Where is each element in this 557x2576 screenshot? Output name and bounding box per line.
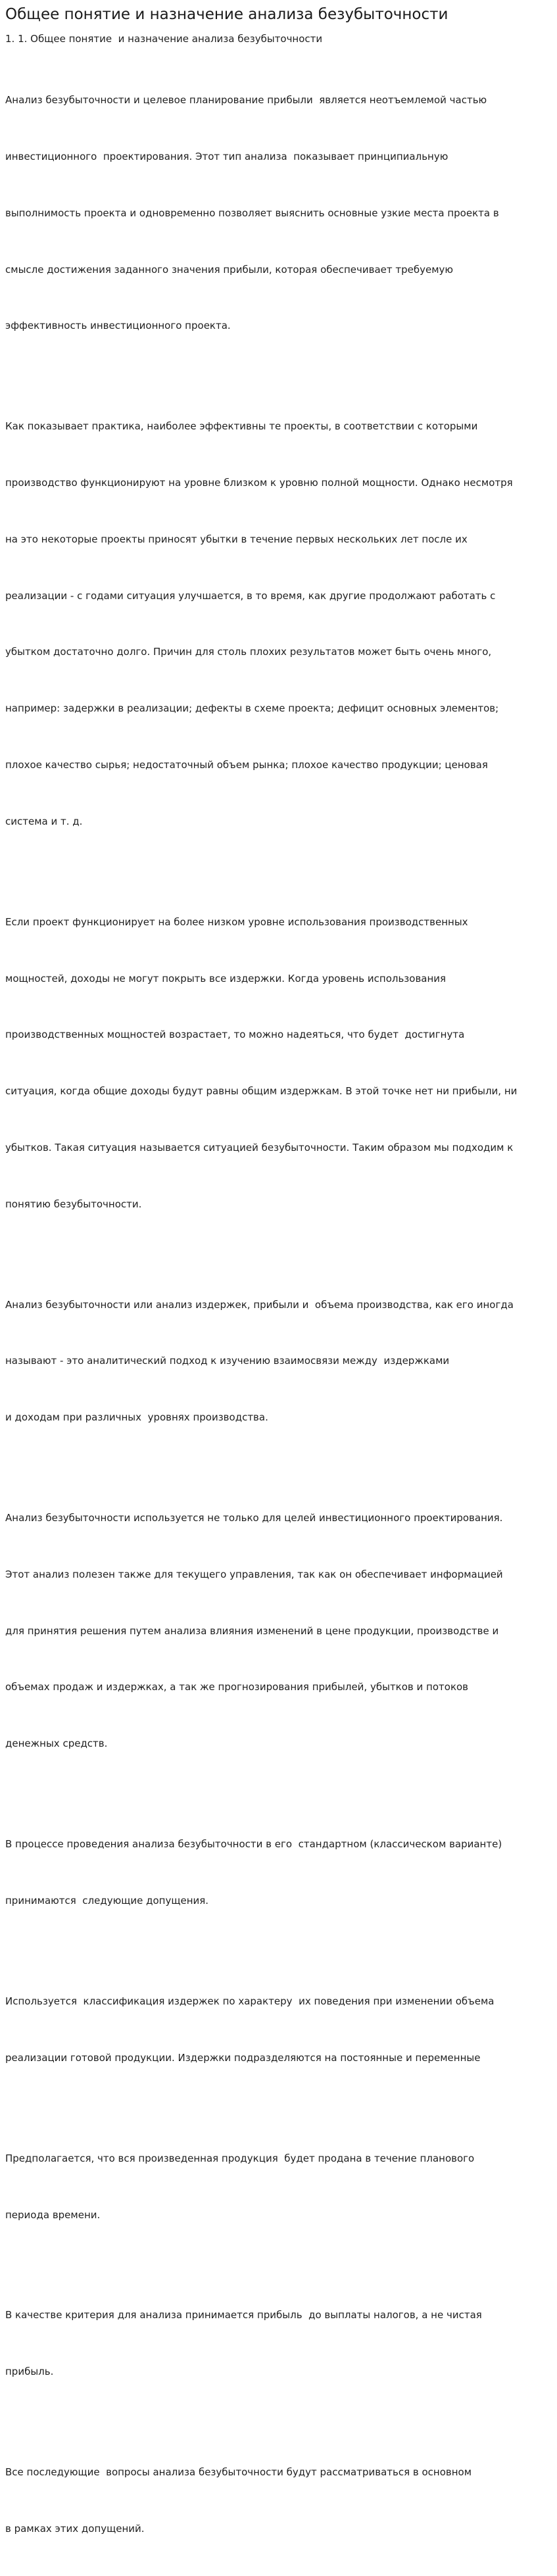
text-line: Как показывает практика, наиболее эффективны те проекты, в соответствии с которыми bbox=[5, 420, 478, 433]
text-line: убытков. Такая ситуация называется ситуацией безубыточности. Таким образом мы подходим к bbox=[5, 1141, 514, 1154]
text-line: например: задержки в реализации; дефекты в схеме проекта; дефицит основных элементов; bbox=[5, 702, 499, 715]
text-line: Предполагается, что вся произведенная продукция будет продана в течение планового bbox=[5, 2152, 475, 2164]
text-line: Анализ безубыточности используется не только для целей инвестиционного проектирования. bbox=[5, 1512, 503, 1524]
text-line: смысле достижения заданного значения прибыли, которая обеспечивает требуемую bbox=[5, 263, 454, 276]
text-line: Все последующие вопросы анализа безубыточности будут рассматриваться в основном bbox=[5, 2466, 472, 2479]
text-line: реализации готовой продукции. Издержки подразделяются на постоянные и переменные bbox=[5, 2051, 481, 2064]
text-line: производственных мощностей возрастает, то можно надеяться, что будет достигнута bbox=[5, 1029, 465, 1041]
page-title: Общее понятие и назначение анализа безубыточности bbox=[5, 6, 448, 23]
text-line: принимаются следующие допущения. bbox=[5, 1895, 209, 1907]
text-line: понятию безубыточности. bbox=[5, 1198, 142, 1210]
text-line: прибыль. bbox=[5, 2366, 54, 2378]
text-line: В процессе проведения анализа безубыточности в его стандартном (классическом варианте) bbox=[5, 1838, 502, 1851]
text-line: на это некоторые проекты приносят убытки в течение первых нескольких лет после их bbox=[5, 533, 468, 545]
text-line: ситуация, когда общие доходы будут равны общим издержкам. В этой точке нет ни прибыли, ни bbox=[5, 1085, 518, 1098]
text-line: Этот анализ полезен также для текущего управления, так как он обеспечивает информацией bbox=[5, 1568, 503, 1580]
text-line: объемах продаж и издержках, а так же прогнозирования прибылей, убытков и потоков bbox=[5, 1681, 469, 1693]
section-heading: 1. 1. Общее понятие и назначение анализа безубыточности bbox=[5, 33, 323, 45]
text-line: Анализ безубыточности и целевое планирование прибыли является неотъемлемой частью bbox=[5, 94, 487, 107]
paragraph-6 bbox=[5, 1797, 552, 1948]
text-line: называют - это аналитический подход к изучению взаимосвязи между издержками bbox=[5, 1355, 450, 1367]
text-line: эффективность инвестиционного проекта. bbox=[5, 320, 231, 332]
paragraph-1 bbox=[5, 53, 552, 373]
paragraph-4 bbox=[5, 1257, 552, 1465]
text-line: и доходам при различных уровнях производства. bbox=[5, 1411, 268, 1424]
text-line: для принятия решения путем анализа влияния изменений в цене продукции, производстве и bbox=[5, 1624, 499, 1637]
text-line: производство функционируют на уровне близком к уровню полной мощности. Однако несмотря bbox=[5, 477, 513, 489]
paragraph-9 bbox=[5, 2268, 552, 2419]
text-line: Анализ безубыточности или анализ издержек, прибыли и объема производства, как его иногда bbox=[5, 1298, 514, 1311]
paragraph-5 bbox=[5, 1471, 552, 1791]
text-line: Используется классификация издержек по характеру их поведения при изменении объема bbox=[5, 1995, 495, 2007]
paragraph-3 bbox=[5, 875, 552, 1252]
text-line: инвестиционного проектирования. Этот тип анализа показывает принципиальную bbox=[5, 150, 448, 162]
text-line: денежных средств. bbox=[5, 1738, 108, 1750]
text-line: в рамках этих допущений. bbox=[5, 2523, 145, 2535]
text-line: система и т. д. bbox=[5, 815, 83, 827]
text-line: выполнимость проекта и одновременно позволяет выяснить основные узкие места проекта в bbox=[5, 207, 499, 219]
text-line: убытком достаточно долго. Причин для столь плохих результатов может быть очень много, bbox=[5, 646, 492, 658]
paragraph-8 bbox=[5, 2112, 552, 2262]
text-line: Если проект функционирует на более низком уровне использования производственных bbox=[5, 915, 468, 928]
paragraph-2 bbox=[5, 379, 552, 868]
paragraph-10 bbox=[5, 2425, 552, 2576]
text-line: В качестве критерия для анализа принимается прибыль до выплаты налогов, а не чистая bbox=[5, 2309, 482, 2321]
text-line: мощностей, доходы не могут покрыть все издержки. Когда уровень использования bbox=[5, 972, 447, 984]
paragraph-7 bbox=[5, 1955, 552, 2105]
text-line: реализации - с годами ситуация улучшается, в то время, как другие продолжают работать с bbox=[5, 589, 496, 602]
text-line: периода времени. bbox=[5, 2208, 101, 2221]
text-line: плохое качество сырья; недостаточный объем рынка; плохое качество продукции; ценовая bbox=[5, 758, 488, 771]
